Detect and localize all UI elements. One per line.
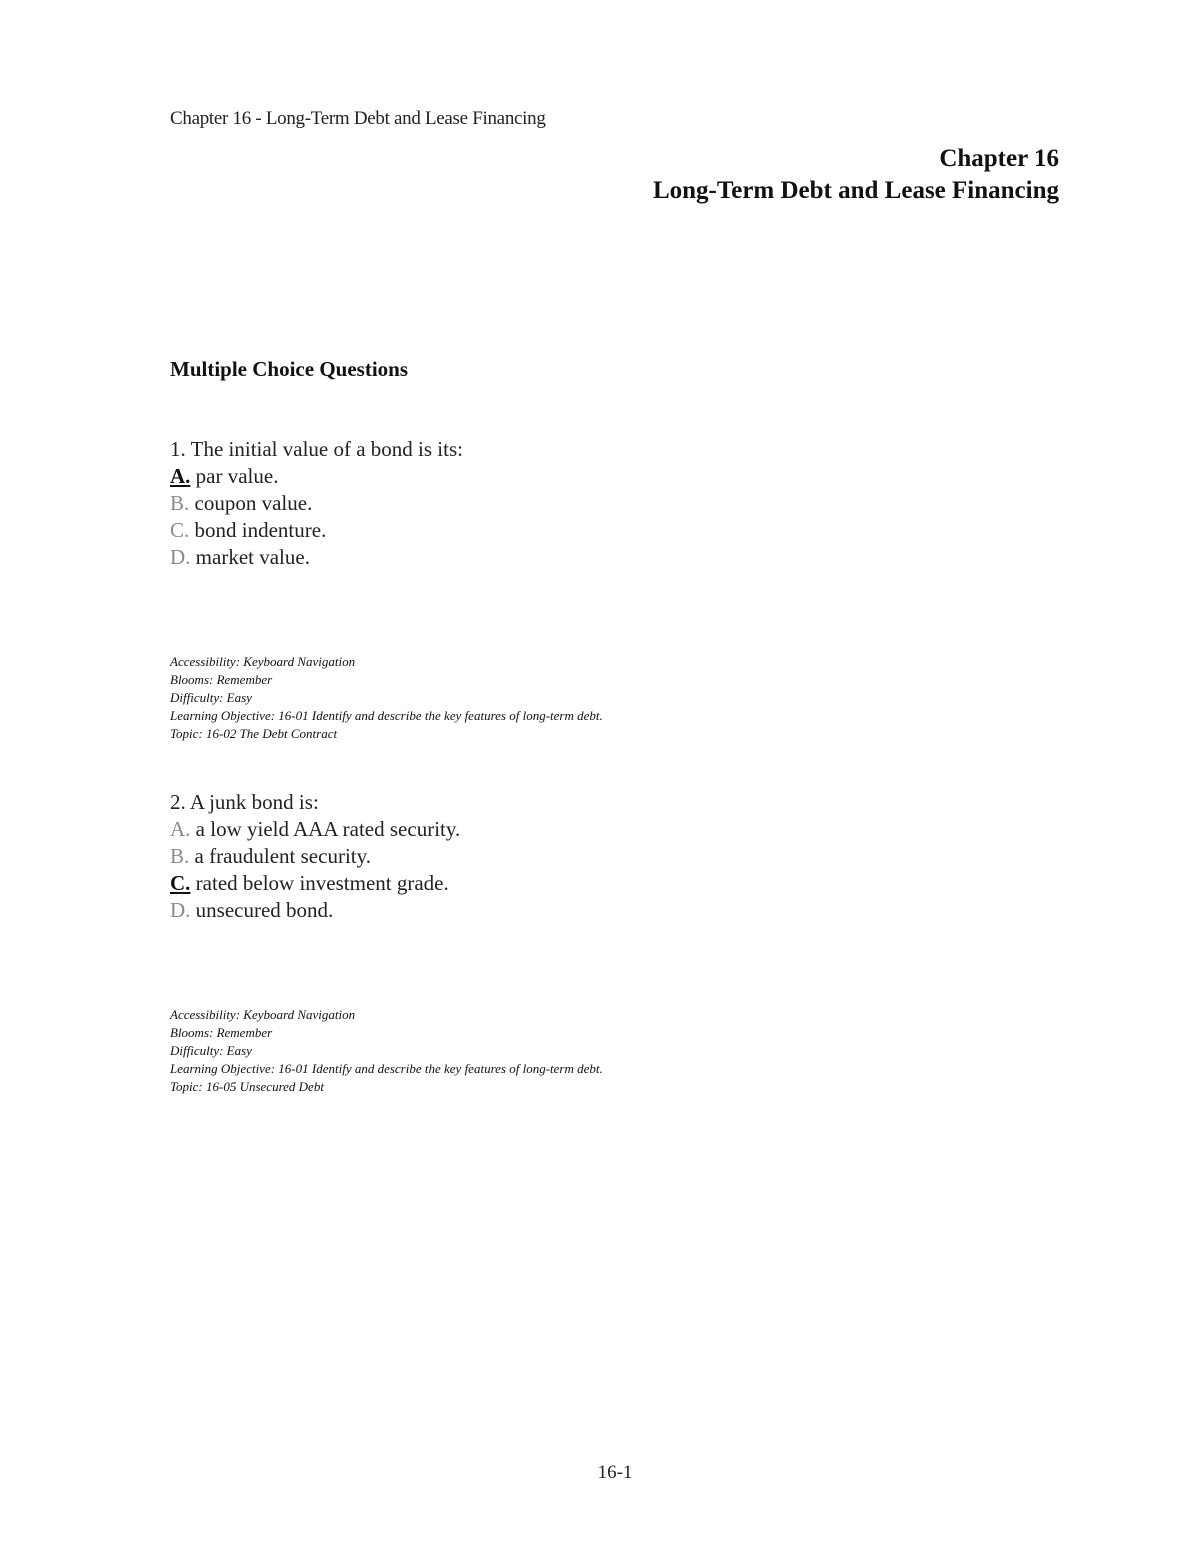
option-text: rated below investment grade.: [195, 871, 449, 895]
option-text: par value.: [195, 464, 279, 488]
option-text: bond indenture.: [194, 518, 327, 542]
option-c: [170, 870, 1050, 897]
option-letter: D.: [170, 545, 191, 569]
meta-topic: Topic: 16-02 The Debt Contract: [170, 726, 338, 741]
meta-blooms: Blooms: Remember: [170, 672, 273, 687]
option-c: [170, 517, 1050, 544]
option-letter: A.: [170, 464, 191, 488]
option-letter: B.: [170, 491, 190, 515]
question-metadata: [170, 653, 1050, 743]
option-letter: C.: [170, 518, 190, 542]
question-1: [170, 436, 1050, 743]
meta-difficulty: Difficulty: Easy: [170, 690, 252, 705]
section-heading: Multiple Choice Questions: [170, 357, 409, 381]
question-metadata: [170, 1006, 1050, 1096]
option-text: a fraudulent security.: [194, 844, 371, 868]
chapter-subtitle: Long-Term Debt and Lease Financing: [652, 177, 1059, 204]
option-b: [170, 843, 1050, 870]
option-a: [170, 463, 1050, 490]
question-2: [170, 789, 1050, 1096]
question-stem: 1. The initial value of a bond is its:: [170, 437, 463, 461]
question-stem: 2. A junk bond is:: [170, 790, 319, 814]
page-number: 16-1: [597, 1462, 633, 1483]
option-a: [170, 816, 1050, 843]
meta-learning-objective: Learning Objective: 16-01 Identify and describe the key features of long-term debt.: [170, 708, 603, 723]
option-text: market value.: [195, 545, 310, 569]
option-text: coupon value.: [194, 491, 313, 515]
chapter-title-block: [653, 143, 1059, 207]
option-d: [170, 544, 1050, 571]
chapter-number: Chapter 16: [939, 145, 1059, 172]
meta-accessibility: Accessibility: Keyboard Navigation: [170, 1007, 356, 1022]
option-letter: A.: [170, 817, 191, 841]
meta-blooms: Blooms: Remember: [170, 1025, 273, 1040]
meta-accessibility: Accessibility: Keyboard Navigation: [170, 654, 356, 669]
meta-topic: Topic: 16-05 Unsecured Debt: [170, 1079, 324, 1094]
option-text: a low yield AAA rated security.: [195, 817, 461, 841]
option-letter: C.: [170, 871, 191, 895]
option-d: [170, 897, 1050, 924]
option-text: unsecured bond.: [195, 898, 334, 922]
running-header: Chapter 16 - Long-Term Debt and Lease Financing: [170, 108, 546, 129]
option-letter: B.: [170, 844, 190, 868]
meta-difficulty: Difficulty: Easy: [170, 1043, 252, 1058]
meta-learning-objective: Learning Objective: 16-01 Identify and describe the key features of long-term debt.: [170, 1061, 603, 1076]
option-b: [170, 490, 1050, 517]
option-letter: D.: [170, 898, 191, 922]
